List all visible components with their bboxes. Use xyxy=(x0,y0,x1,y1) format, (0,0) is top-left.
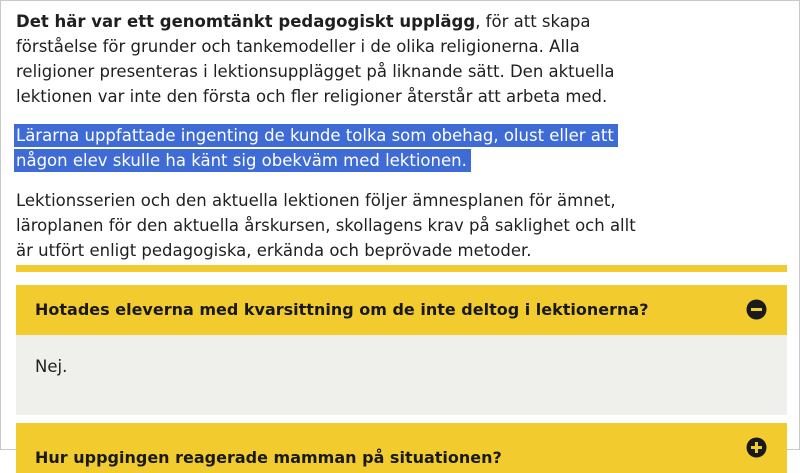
accordion-answer-panel xyxy=(16,335,787,415)
paragraph-pedagogy xyxy=(16,9,656,109)
plus-circle-icon[interactable] xyxy=(746,437,767,458)
selected-text: Lärarna uppfattade ingenting de kunde tolka som obehag, olust eller att någon elev skulle ha känt sig obekväm med lektionen. xyxy=(14,124,618,172)
paragraph-curriculum: Lektionsserien och den aktuella lektionen följer ämnesplanen för ämnet, läroplanen för den aktuella årskursen, skollagens krav på saklighet och allt är utfört enligt pedagogiska, erkända och beprövade metoder. xyxy=(16,191,636,260)
accordion-answer: Nej. xyxy=(35,357,68,376)
accordion-question: Hur uppgingen reagerade mamman på situationen? xyxy=(35,448,502,467)
minus-circle-icon[interactable] xyxy=(746,299,767,320)
section-divider xyxy=(16,265,787,272)
article-body xyxy=(16,9,656,263)
accordion-header-next[interactable] xyxy=(16,423,787,473)
accordion-question: Hotades eleverna med kvarsittning om de inte deltog i lektionerna? xyxy=(35,300,649,319)
accordion-header-detention[interactable] xyxy=(16,285,787,335)
paragraph-lead-rest: , för att skapa förståelse för grunder och tankemodeller i de olika religionerna. Alla religioner presenteras i lektionsupplägget på liknande sätt. Den aktuella lektionen var inte den första och fler religioner återstår att arbeta med. xyxy=(16,12,615,106)
paragraph-lead-bold: Det här var ett genomtänkt pedagogiskt upplägg xyxy=(16,12,476,31)
paragraph-teachers-perception xyxy=(16,123,656,173)
